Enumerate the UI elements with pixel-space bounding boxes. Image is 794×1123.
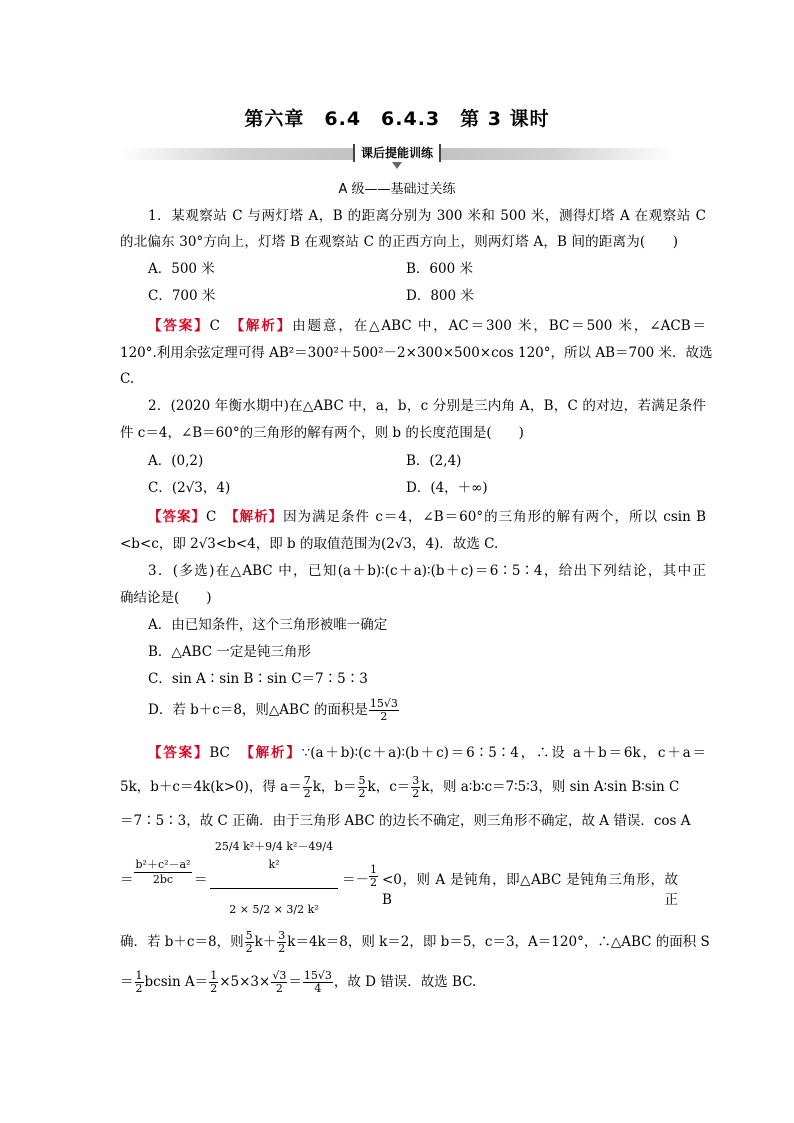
fraction: $\frac{5}{2}$: [358, 774, 366, 800]
fraction: $\frac{3}{2}$: [412, 774, 420, 800]
q1-option-c: C．700 米: [148, 288, 216, 304]
fraction: $\frac{3}{2}$: [278, 929, 286, 955]
fraction: $\frac{1}{2}$: [210, 969, 218, 995]
q2-option-c: C．(2√3，4): [148, 480, 231, 496]
q3-analysis-line6: ＝ $\frac{1}{2}$ bcsin A＝ $\frac{1}{2}$ ×5×3× $\frac{√3}{2}$ ＝ $\frac{15√3}{4}$ ，故 D 错误．故选 BC.: [120, 969, 477, 995]
q1-analysis-line2: 120°.利用余弦定理可得 AB²＝300²＋500²－2×300×500×cos 120°，所以 AB＝700 米．故选: [120, 345, 713, 361]
fraction: $\frac{15√3}{2}$: [369, 697, 398, 723]
q1-stem-line2: 的北偏东 30°方向上，灯塔 B 在观察站 C 的正西方向上，则两灯塔 A，B 间的距离为( ): [120, 234, 678, 250]
q1-answer-line: [120, 316, 706, 336]
q2-option-a: A．(0,2): [148, 453, 204, 469]
q3-answer: BC: [209, 745, 230, 761]
q3-answer-line: [120, 743, 706, 763]
q3-analysis-line3: ＝7∶5∶3，故 C 正确．由于三角形 ABC 的边长不确定，则三角形不确定，故 A 错误．cos A: [120, 813, 691, 829]
analysis-label: 【解析】: [247, 745, 302, 761]
q3-analysis-line5: 确．若 b＋c＝8，则 $\frac{5}{2}$ k＋ $\frac{3}{2}$ k＝4k＝8，则 k＝2，即 b＝5，c＝3，A＝120°，∴△ABC 的面积 S: [120, 929, 710, 955]
q3-analysis-line2: 5k，b＋c＝4k(k>0)，得 a＝ $\frac{7}{2}$ k，b＝ $\frac{5}{2}$ k，c＝ $\frac{3}{2}$ k，则 a∶b∶c＝7∶5∶3，则 sin A∶sin B∶sin C: [120, 774, 680, 800]
answer-label: 【答案】: [148, 509, 206, 525]
down-triangle-icon: [392, 162, 402, 169]
q1-analysis-1: 由题意，在△ABC 中，AC＝300 米，BC＝500 米，∠ACB＝: [292, 318, 707, 334]
fraction: $\frac{√3}{2}$: [272, 969, 287, 995]
q3-stem-line2: 确结论是( ): [120, 590, 212, 606]
answer-label: 【答案】: [148, 318, 210, 334]
fraction: $\frac{1}{2}$: [370, 863, 377, 889]
q3-option-b: B．△ABC 一定是钝三角形: [148, 644, 311, 660]
fraction: b²＋c²－a² 2bc: [135, 858, 191, 886]
fraction: $\frac{5}{2}$: [245, 929, 253, 955]
q2-stem-line2: 件 c＝4，∠B＝60°的三角形的解有两个，则 b 的长度范围是( ): [120, 425, 524, 441]
q2-analysis-1: 因为满足条件 c＝4，∠B＝60°的三角形的解有两个，所以 csin B: [283, 509, 707, 525]
q1-answer: C: [209, 318, 220, 334]
fraction: $\frac{15√3}{4}$: [303, 969, 332, 995]
q3-option-a: A．由已知条件，这个三角形被唯一确定: [148, 617, 388, 633]
q1-option-a: A．500 米: [148, 261, 215, 277]
section-banner: [120, 144, 674, 166]
answer-label: 【答案】: [148, 745, 210, 761]
q2-analysis-line2: <b<c，即 2√3<b<4，即 b 的取值范围为(2√3，4)．故选 C.: [120, 536, 499, 552]
q2-option-d: D．(4，＋∞): [406, 480, 488, 496]
q1-stem-line1: 1．某观察站 C 与两灯塔 A，B 的距离分别为 300 米和 500 米，测得灯塔 A 在观察站 C: [148, 208, 706, 224]
q1-analysis-line3: C.: [120, 371, 135, 387]
q1-option-d: D．800 米: [406, 288, 474, 304]
page-title: 第六章 6.4 6.4.3 第 3 课时: [244, 108, 550, 130]
analysis-label: 【解析】: [237, 318, 293, 334]
analysis-label: 【解析】: [231, 509, 284, 525]
q3-analysis-1: ∵(a＋b)∶(c＋a)∶(b＋c)＝6∶5∶4，∴设 a＋b＝6k，c＋a＝: [301, 745, 706, 761]
fraction: $\frac{7}{2}$: [303, 774, 311, 800]
q2-answer: C: [205, 509, 217, 525]
q1-option-b: B．600 米: [406, 261, 473, 277]
compound-fraction: 25/4 k²＋9/4 k²－49/4 k² 2 × 5/2 × 3/2 k²: [210, 838, 338, 919]
cos-a-equation: ＝ b²＋c²－a² 2bc ＝ 25/4 k²＋9/4 k²－49/4 k² 2 × 5/2 × 3/2 k² ＝－ $\frac{1}{2}$ <0，则 A 是钝角，即△ABC 是钝角三角形，故 B 正: [120, 836, 678, 920]
q2-answer-line: [120, 507, 706, 527]
level-heading: A 级——基础过关练: [338, 182, 456, 197]
q3-stem-line1: 3．(多选)在△ABC 中，已知(a＋b)∶(c＋a)∶(b＋c)＝6∶5∶4，给出下列结论，其中正: [148, 563, 706, 579]
q2-stem-line1: 2．(2020 年衡水期中)在△ABC 中，a，b，c 分别是三内角 A，B，C 的对边，若满足条件: [148, 398, 706, 414]
fraction: $\frac{1}{2}$: [135, 969, 143, 995]
q2-option-b: B．(2,4): [406, 453, 462, 469]
q3-option-c: C．sin A∶sin B∶sin C＝7∶5∶3: [148, 671, 368, 687]
banner-label: 课后提能训练: [353, 144, 441, 162]
q3-option-d: [148, 698, 400, 723]
q3-option-d-text: D．若 b＋c＝8，则△ABC 的面积是: [148, 702, 368, 718]
